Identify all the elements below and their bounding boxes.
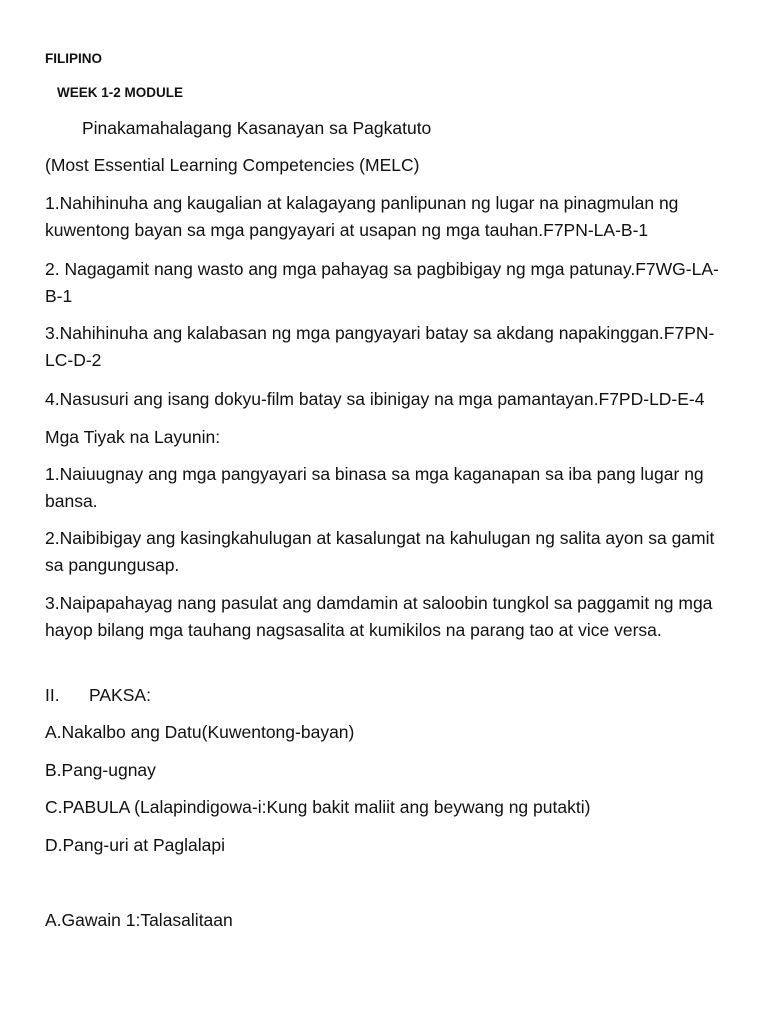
objective-item-2: 2.Naibibigay ang kasingkahulugan at kasalungat na kahulugan ng salita ayon sa gamit sa pangungusap. xyxy=(45,528,715,575)
subject-heading: FILIPINO xyxy=(45,51,102,66)
melc-item-2: 2. Nagagamit nang wasto ang mga pahayag sa pagbibigay ng mga patunay.F7WG-LA-B-1 xyxy=(45,259,719,306)
section-number: II. xyxy=(45,685,60,705)
section-heading xyxy=(45,682,735,709)
activity-heading: A.Gawain 1:Talasalitaan xyxy=(45,910,233,930)
section-label: PAKSA: xyxy=(89,685,151,705)
melc-item-3: 3.Nahihinuha ang kalabasan ng mga pangyayari batay sa akdang napakinggan.F7PN-LC-D-2 xyxy=(45,323,715,370)
topic-item-b: B.Pang-ugnay xyxy=(45,760,156,780)
melc-item-4: 4.Nasusuri ang isang dokyu-film batay sa ibinigay na mga pamantayan.F7PD-LD-E-4 xyxy=(45,389,705,409)
document-subtitle: (Most Essential Learning Competencies (MELC) xyxy=(45,155,420,175)
topic-item-d: D.Pang-uri at Paglalapi xyxy=(45,835,225,855)
melc-item-1: 1.Nahihinuha ang kaugalian at kalagayang panlipunan ng lugar na pinagmulan ng kuwentong bayan sa mga pangyayari at usapan ng mga tauhan.F7PN-LA-B-1 xyxy=(45,193,679,240)
module-heading: WEEK 1-2 MODULE xyxy=(57,85,184,100)
objective-item-1: 1.Naiuugnay ang mga pangyayari sa binasa sa mga kaganapan sa iba pang lugar ng bansa. xyxy=(45,464,704,511)
objective-item-3: 3.Naipapahayag nang pasulat ang damdamin at saloobin tungkol sa paggamit ng mga hayop bilang mga tauhang nagsasalita at kumikilos na parang tao at vice versa. xyxy=(45,593,713,640)
topic-item-c: C.PABULA (Lalapindigowa-i:Kung bakit maliit ang beywang ng putakti) xyxy=(45,797,591,817)
objectives-heading: Mga Tiyak na Layunin: xyxy=(45,427,221,447)
document-title: Pinakamahalagang Kasanayan sa Pagkatuto xyxy=(82,118,432,138)
topic-item-a: A.Nakalbo ang Datu(Kuwentong-bayan) xyxy=(45,722,355,742)
